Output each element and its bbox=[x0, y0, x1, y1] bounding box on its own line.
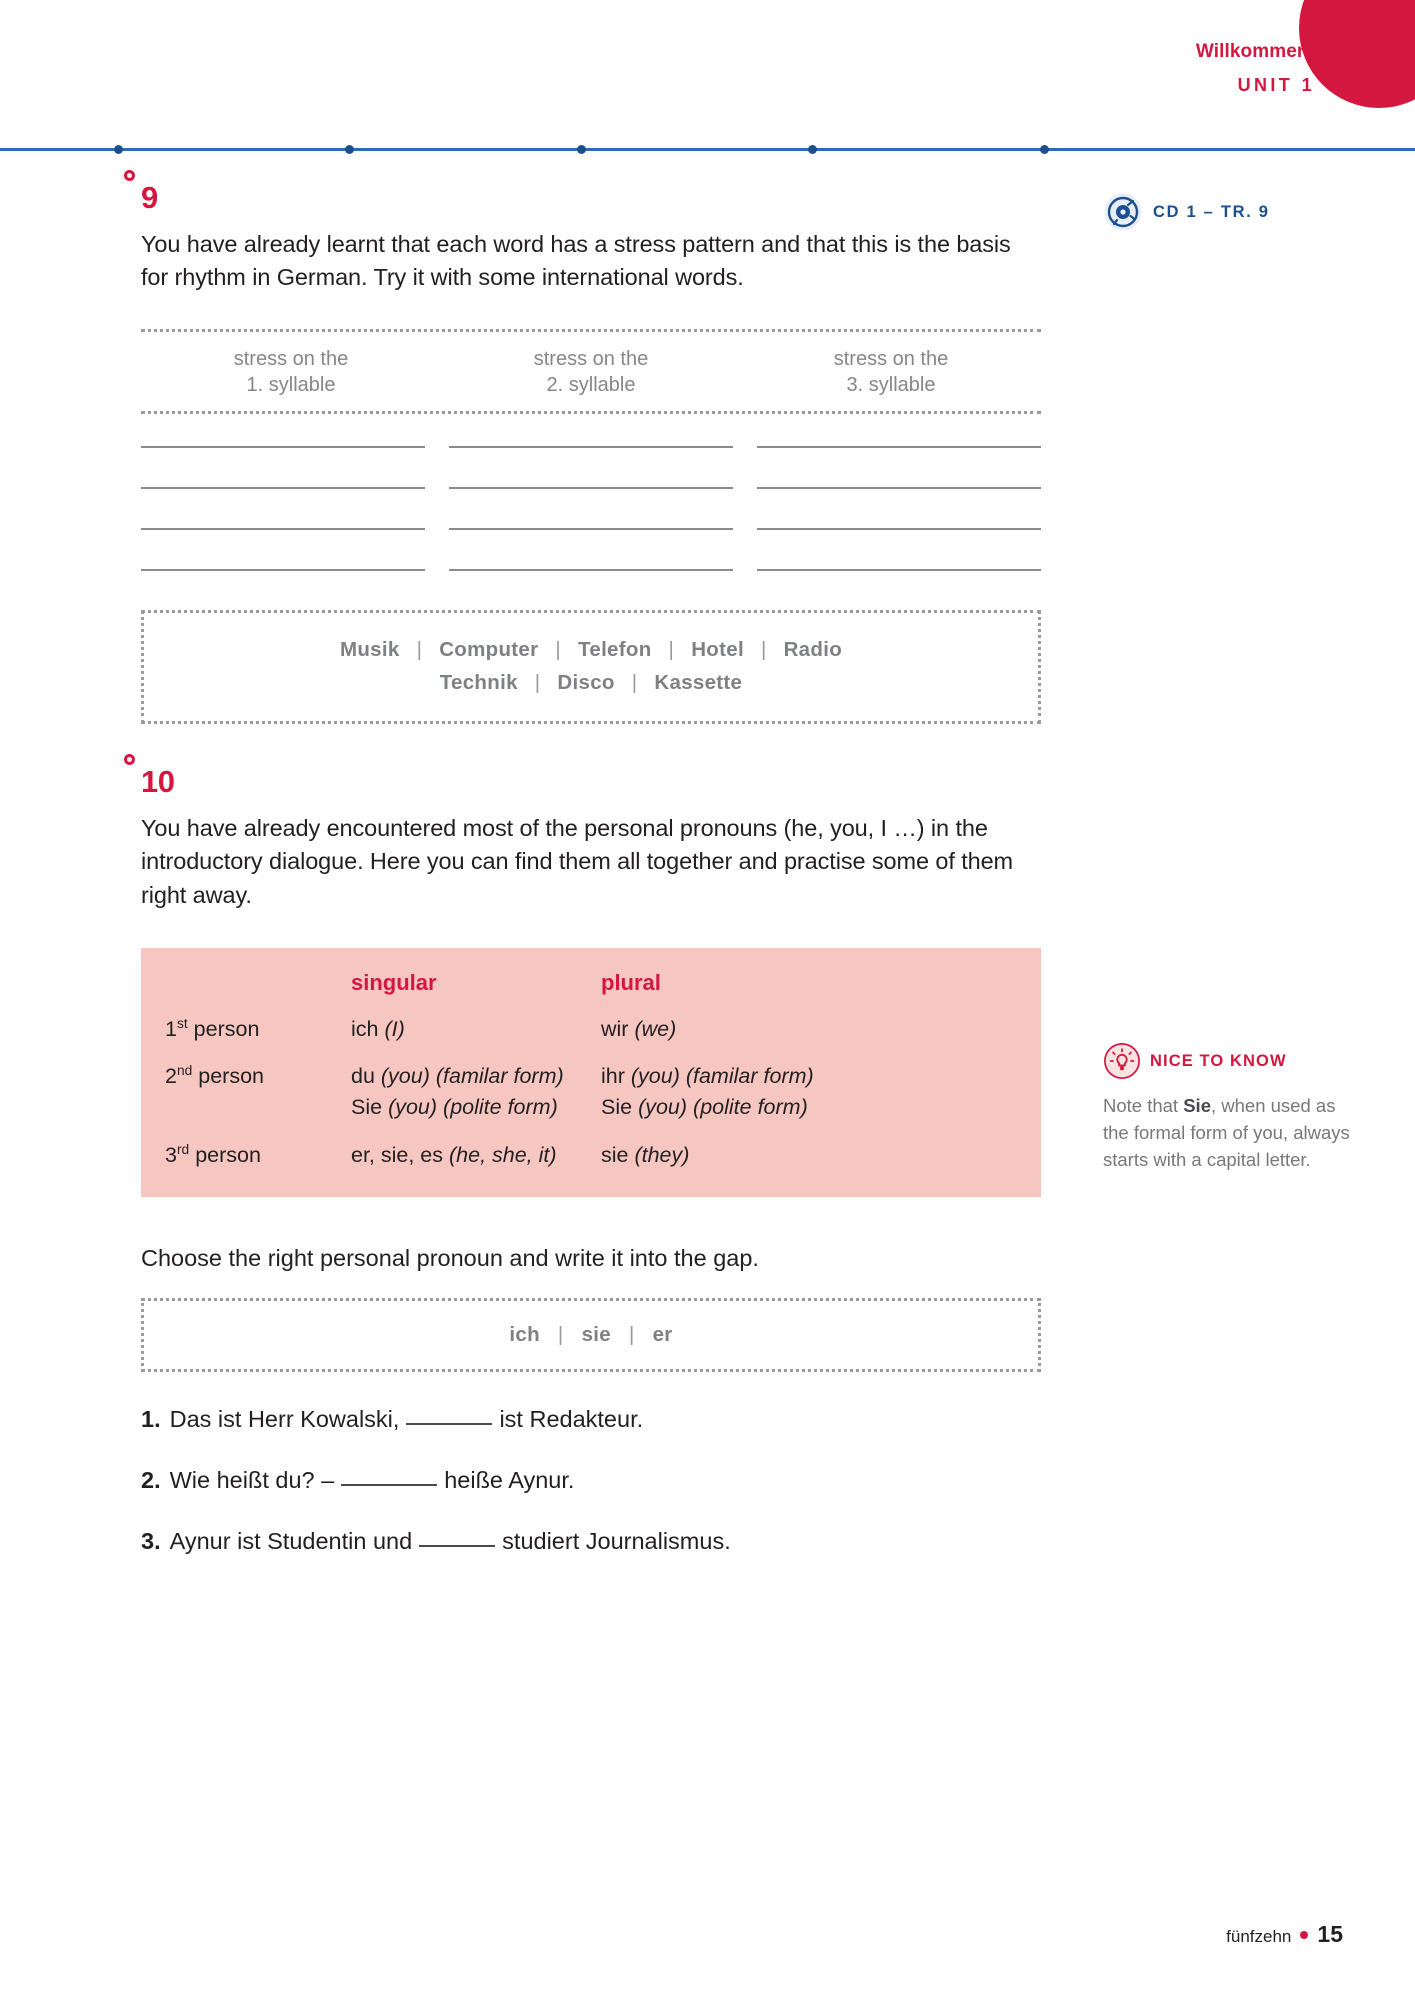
singular-value: er, sie, es (he, she, it) bbox=[351, 1142, 557, 1167]
audio-track-label: CD 1 – TR. 9 bbox=[1153, 202, 1270, 221]
plural-value: sie (they) bbox=[601, 1142, 690, 1167]
word-bank-item[interactable]: Technik bbox=[439, 670, 518, 694]
audio-track-badge[interactable] bbox=[1103, 192, 1270, 232]
stress-column-1-header: stress on the 1. syllable bbox=[233, 347, 349, 397]
page-header bbox=[1196, 42, 1315, 95]
book-title: Willkommen! bbox=[1195, 41, 1315, 62]
bullet-ring-icon bbox=[124, 754, 135, 765]
exercise-9-number: 9 bbox=[141, 180, 1041, 216]
nice-to-know-title: NICE TO KNOW bbox=[1150, 1051, 1287, 1070]
page-number: 15 bbox=[1317, 1921, 1343, 1947]
pronoun-chip[interactable]: sie bbox=[581, 1322, 611, 1346]
gap-input-blank[interactable] bbox=[406, 1423, 492, 1425]
answer-blank-line[interactable] bbox=[449, 446, 733, 448]
lightbulb-icon bbox=[1103, 1042, 1141, 1080]
person-label: 3rd person bbox=[165, 1141, 261, 1167]
item-number: 1. bbox=[141, 1405, 161, 1432]
answer-blank-line[interactable] bbox=[449, 569, 733, 571]
answer-blank-line[interactable] bbox=[757, 528, 1041, 530]
word-separator: | bbox=[668, 637, 675, 661]
sentence-after-gap: studiert Journalismus. bbox=[502, 1527, 731, 1554]
bullet-ring-icon bbox=[124, 170, 135, 181]
gap-fill-prompt: Choose the right personal pronoun and write it into the gap. bbox=[141, 1244, 759, 1271]
pronoun-table-header bbox=[141, 970, 1041, 996]
personal-pronoun-table bbox=[141, 948, 1041, 1197]
pronoun-row-3rd-person bbox=[141, 1140, 1041, 1171]
page-number-word: fünfzehn bbox=[1226, 1927, 1292, 1946]
exercise-10-instruction: You have already encountered most of the personal pronouns (he, you, I …) in the introductory dialogue. Here you can find them all together and practise some of them right away. bbox=[141, 814, 1014, 908]
singular-header: singular bbox=[351, 969, 437, 995]
stress-column-3-header: stress on the 3. syllable bbox=[833, 347, 949, 397]
main-content-column bbox=[141, 180, 1041, 1555]
gap-fill-item-3 bbox=[141, 1528, 1041, 1555]
note-text-after: , when used as the formal form of you, always starts with a capital letter. bbox=[1103, 1095, 1350, 1170]
exercise-10 bbox=[141, 764, 1041, 1555]
word-separator: | bbox=[416, 637, 423, 661]
answer-blank-line[interactable] bbox=[449, 528, 733, 530]
answer-blank-line[interactable] bbox=[757, 446, 1041, 448]
footer-dot-icon bbox=[1300, 1931, 1308, 1939]
stress-table-header bbox=[141, 329, 1041, 414]
sentence-before-gap: Wie heißt du? – bbox=[169, 1466, 335, 1493]
exercise-10-number: 10 bbox=[141, 764, 1041, 800]
rule-dot bbox=[114, 145, 123, 154]
pronoun-choice-box bbox=[141, 1298, 1041, 1372]
exercise-9 bbox=[141, 180, 1041, 724]
word-bank-item[interactable]: Kassette bbox=[654, 670, 743, 694]
answer-blank-line[interactable] bbox=[141, 569, 425, 571]
nice-to-know-header bbox=[1103, 1042, 1353, 1080]
word-separator: | bbox=[628, 1322, 635, 1346]
word-bank-item[interactable]: Disco bbox=[557, 670, 615, 694]
rule-dot bbox=[345, 145, 354, 154]
word-bank-row bbox=[160, 666, 1022, 699]
note-text-before: Note that bbox=[1103, 1095, 1184, 1116]
pronoun-row-2nd-person bbox=[141, 1061, 1041, 1123]
page-footer bbox=[1226, 1921, 1343, 1948]
exercise-9-instruction: You have already learnt that each word has a stress pattern and that this is the basis for rhythm in German. Try it with some international words. bbox=[141, 231, 1011, 291]
word-bank-item[interactable]: Musik bbox=[339, 637, 400, 661]
answer-line-row bbox=[141, 446, 1041, 448]
word-bank-row bbox=[160, 633, 1022, 666]
rule-dot bbox=[808, 145, 817, 154]
word-bank-item[interactable]: Radio bbox=[783, 637, 843, 661]
plural-value: wir (we) bbox=[601, 1016, 677, 1041]
word-separator: | bbox=[760, 637, 767, 661]
word-separator: | bbox=[555, 637, 562, 661]
nice-to-know-box bbox=[1103, 1042, 1353, 1173]
gap-fill-item-2 bbox=[141, 1467, 1041, 1494]
rule-dot bbox=[577, 145, 586, 154]
plural-header: plural bbox=[601, 969, 661, 995]
stress-column-2-header: stress on the 2. syllable bbox=[533, 347, 649, 397]
person-label: 2nd person bbox=[165, 1063, 264, 1089]
sentence-after-gap: ist Redakteur. bbox=[499, 1405, 644, 1432]
answer-line-row bbox=[141, 487, 1041, 489]
sentence-before-gap: Aynur ist Studentin und bbox=[169, 1527, 413, 1554]
word-separator: | bbox=[534, 670, 541, 694]
answer-line-row bbox=[141, 528, 1041, 530]
unit-label: UNIT 1 bbox=[1237, 74, 1315, 95]
answer-blank-line[interactable] bbox=[757, 487, 1041, 489]
nice-to-know-text bbox=[1103, 1093, 1353, 1173]
answer-blank-line[interactable] bbox=[141, 528, 425, 530]
sentence-before-gap: Das ist Herr Kowalski, bbox=[169, 1405, 400, 1432]
pronoun-chip[interactable]: ich bbox=[509, 1322, 540, 1346]
answer-blank-line[interactable] bbox=[141, 487, 425, 489]
answer-line-row bbox=[141, 569, 1041, 571]
word-bank-item[interactable]: Telefon bbox=[578, 637, 652, 661]
word-separator: | bbox=[557, 1322, 564, 1346]
pronoun-chip[interactable]: er bbox=[652, 1322, 673, 1346]
word-bank-box bbox=[141, 610, 1041, 724]
answer-blank-line[interactable] bbox=[141, 446, 425, 448]
stress-answer-lines bbox=[141, 446, 1041, 571]
decorative-corner-circle bbox=[1299, 0, 1415, 108]
note-text-bold: Sie bbox=[1183, 1095, 1211, 1116]
item-number: 2. bbox=[141, 1466, 161, 1493]
gap-input-blank[interactable] bbox=[341, 1484, 437, 1486]
stress-pattern-table bbox=[141, 329, 1041, 571]
gap-fill-item-1 bbox=[141, 1406, 1041, 1433]
header-divider-rule bbox=[0, 148, 1415, 151]
cd-disc-icon bbox=[1103, 192, 1143, 232]
person-label: 1st person bbox=[165, 1015, 260, 1042]
singular-value: ich (I) bbox=[351, 1016, 405, 1041]
gap-input-blank[interactable] bbox=[419, 1545, 495, 1547]
word-bank-item[interactable]: Hotel bbox=[691, 637, 744, 661]
answer-blank-line[interactable] bbox=[449, 487, 733, 489]
singular-value: du (you) (familar form) Sie (you) (polite form) bbox=[351, 1064, 564, 1120]
item-number: 3. bbox=[141, 1527, 161, 1554]
word-bank-item[interactable]: Computer bbox=[439, 637, 539, 661]
pronoun-row-1st-person bbox=[141, 1014, 1041, 1045]
sentence-after-gap: heiße Aynur. bbox=[444, 1466, 575, 1493]
answer-blank-line[interactable] bbox=[757, 569, 1041, 571]
plural-value: ihr (you) (familar form) Sie (you) (polite form) bbox=[601, 1064, 814, 1120]
rule-dot bbox=[1040, 145, 1049, 154]
word-separator: | bbox=[631, 670, 638, 694]
